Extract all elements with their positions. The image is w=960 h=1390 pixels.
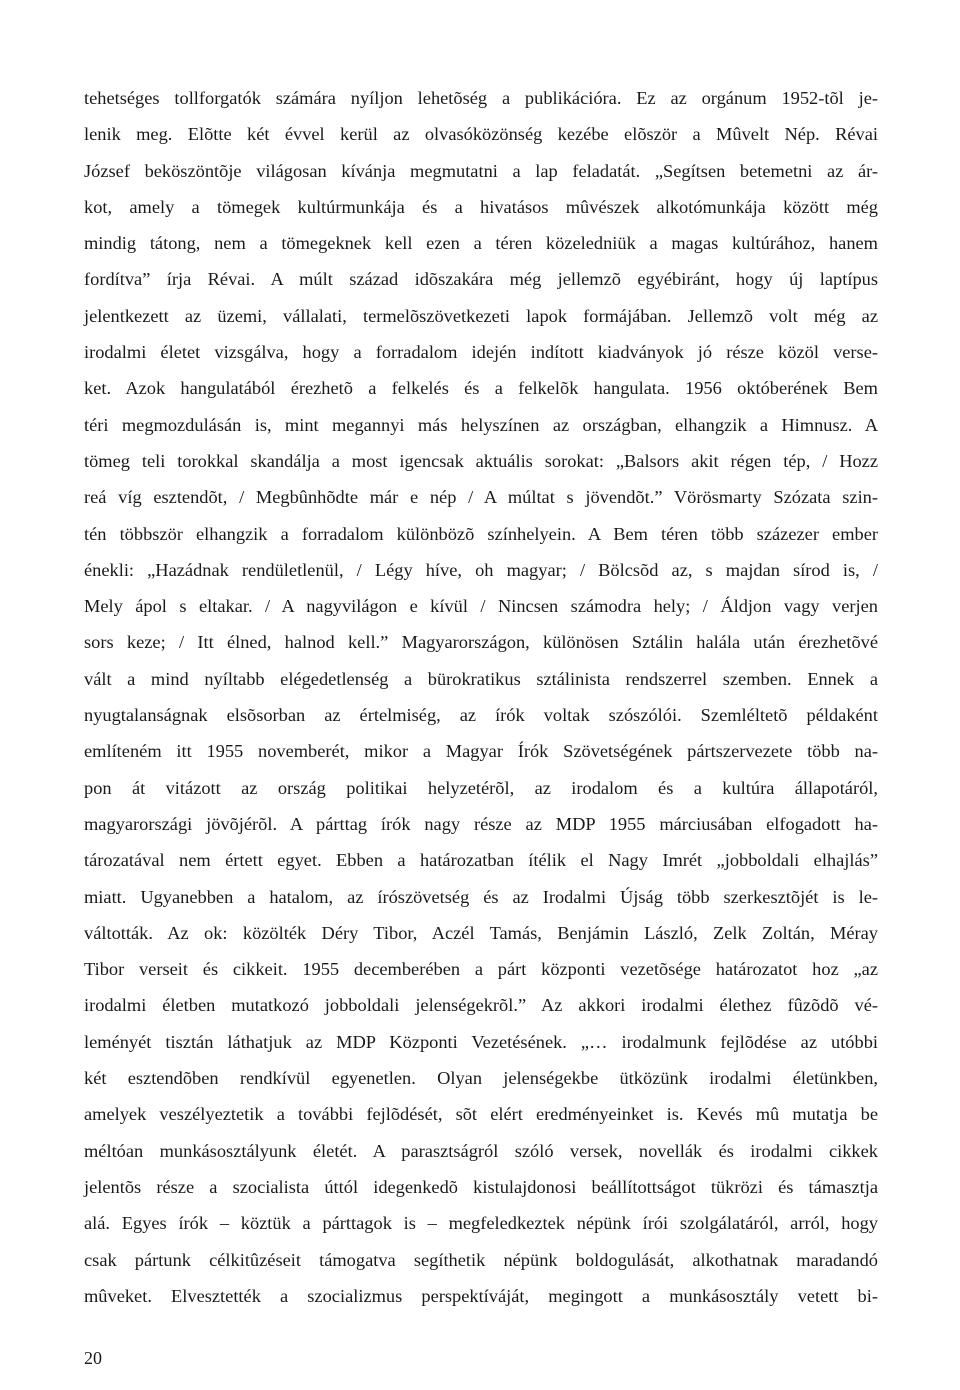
text-line: irodalmi életet vizsgálva, hogy a forradalom idején indított kiadványok jó része közöl verse- (84, 342, 878, 363)
text-line: sors keze; / Itt élned, halnod kell.” Magyarországon, különösen Sztálin halála után érezhetõvé (84, 632, 878, 653)
text-line: énekli: „Hazádnak rendületlenül, / Légy híve, oh magyar; / Bölcsõd az, s majdan sírod is, / (84, 559, 878, 580)
text-line: tehetséges tollforgatók számára nyíljon lehetõség a publikációra. Ez az orgánum 1952-tõl je- (84, 88, 878, 108)
text-line: tömeg teli torokkal skandálja a most igencsak aktuális sorokat: „Balsors akit régen tép, / Hozz (84, 450, 878, 471)
text-line: jelentõs része a szocialista úttól idegenkedõ kistulajdonosi beállítottságot tükrözi és támasztja (84, 1176, 878, 1197)
text-line: tározatával nem értett egyet. Ebben a határozatban ítélik el Nagy Imrét „jobboldali elhajlás” (84, 850, 878, 871)
text-line: ket. Azok hangulatából érezhetõ a felkelés és a felkelõk hangulata. 1956 októberének Bem (84, 378, 878, 399)
text-line: reá víg esztendõt, / Megbûnhõdte már e nép / A múltat s jövendõt.” Vörösmarty Szózata szin- (84, 487, 878, 508)
text-line: Tibor verseit és cikkeit. 1955 decemberében a párt központi vezetõsége határozatot hoz „az (84, 959, 878, 980)
text-line: jelentkezett az üzemi, vállalati, termelõszövetkezeti lapok formájában. Jellemzõ volt még az (84, 305, 878, 326)
text-line: alá. Egyes írók – köztük a párttagok is – megfeledkeztek népünk írói szolgálatáról, arról, hogy (84, 1213, 878, 1234)
text-line: irodalmi életben mutatkozó jobboldali jelenségekrõl.” Az akkori irodalmi élethez fûzõdõ vé- (84, 995, 878, 1016)
text-line: mindig tátong, nem a tömegeknek kell ezen a téren közeledniük a magas kultúrához, hanem (84, 233, 878, 254)
text-line: Mely ápol s eltakar. / A nagyvilágon e kívül / Nincsen számodra hely; / Áldjon vagy verjen (84, 596, 878, 617)
text-line: tén többször elhangzik a forradalom különbözõ színhelyein. A Bem téren több százezer ember (84, 523, 878, 544)
page-number: 20 (84, 1348, 102, 1368)
text-line: magyarországi jövõjérõl. A párttag írók nagy része az MDP 1955 márciusában elfogadott ha- (84, 813, 878, 834)
text-line: említeném itt 1955 novemberét, mikor a Magyar Írók Szövetségének pártszervezete több na- (84, 741, 878, 762)
text-line: József beköszöntõje világosan kívánja megmutatni a lap feladatát. „Segítsen betemetni az ár- (84, 160, 878, 181)
text-line: fordítva” írja Révai. A múlt század idõszakára még jellemzõ egyébiránt, hogy új laptípus (84, 269, 878, 290)
text-line: két esztendõben rendkívül egyenetlen. Olyan jelenségekbe ütközünk irodalmi életünkben, (84, 1068, 878, 1089)
text-line: méltóan munkásosztályunk életét. A parasztságról szóló versek, novellák és irodalmi cikkek (84, 1140, 878, 1161)
text-line: vált a mind nyíltabb elégedetlenség a bürokratikus sztálinista rendszerrel szemben. Ennek a (84, 668, 878, 689)
text-line: miatt. Ugyanebben a hatalom, az írószövetség és az Irodalmi Újság több szerkesztõjét is le- (84, 886, 878, 907)
text-line: leményét tisztán láthatjuk az MDP Központi Vezetésének. „… irodalmunk fejlõdése az utóbbi (84, 1031, 878, 1052)
text-line: váltották. Az ok: közölték Déry Tibor, Aczél Tamás, Benjámin László, Zelk Zoltán, Méray (84, 922, 878, 943)
text-line: lenik meg. Elõtte két évvel kerül az olvasóközönség kezébe elõször a Mûvelt Nép. Révai (84, 124, 878, 145)
text-line: téri megmozdulásán is, mint megannyi más helyszínen az országban, elhangzik a Himnusz. A (84, 414, 878, 435)
body-text (84, 80, 878, 1314)
text-line: csak pártunk célkitûzéseit támogatva segíthetik népünk boldogulását, alkothatnak maradandó (84, 1249, 878, 1270)
text-line: pon át vitázott az ország politikai helyzetérõl, az irodalom és a kultúra állapotáról, (84, 777, 878, 798)
text-line: mûveket. Elvesztették a szocializmus perspektíváját, megingott a munkásosztály vetett bi- (84, 1285, 878, 1306)
text-line: nyugtalanságnak elsõsorban az értelmiség, az írók voltak szószólói. Szemléltetõ példaként (84, 705, 878, 726)
text-line: amelyek veszélyeztetik a további fejlõdését, sõt elért eredményeinket is. Kevés mû mutatja be (84, 1104, 878, 1125)
text-line: kot, amely a tömegek kultúrmunkája és a hivatásos mûvészek alkotómunkája között még (84, 196, 878, 217)
